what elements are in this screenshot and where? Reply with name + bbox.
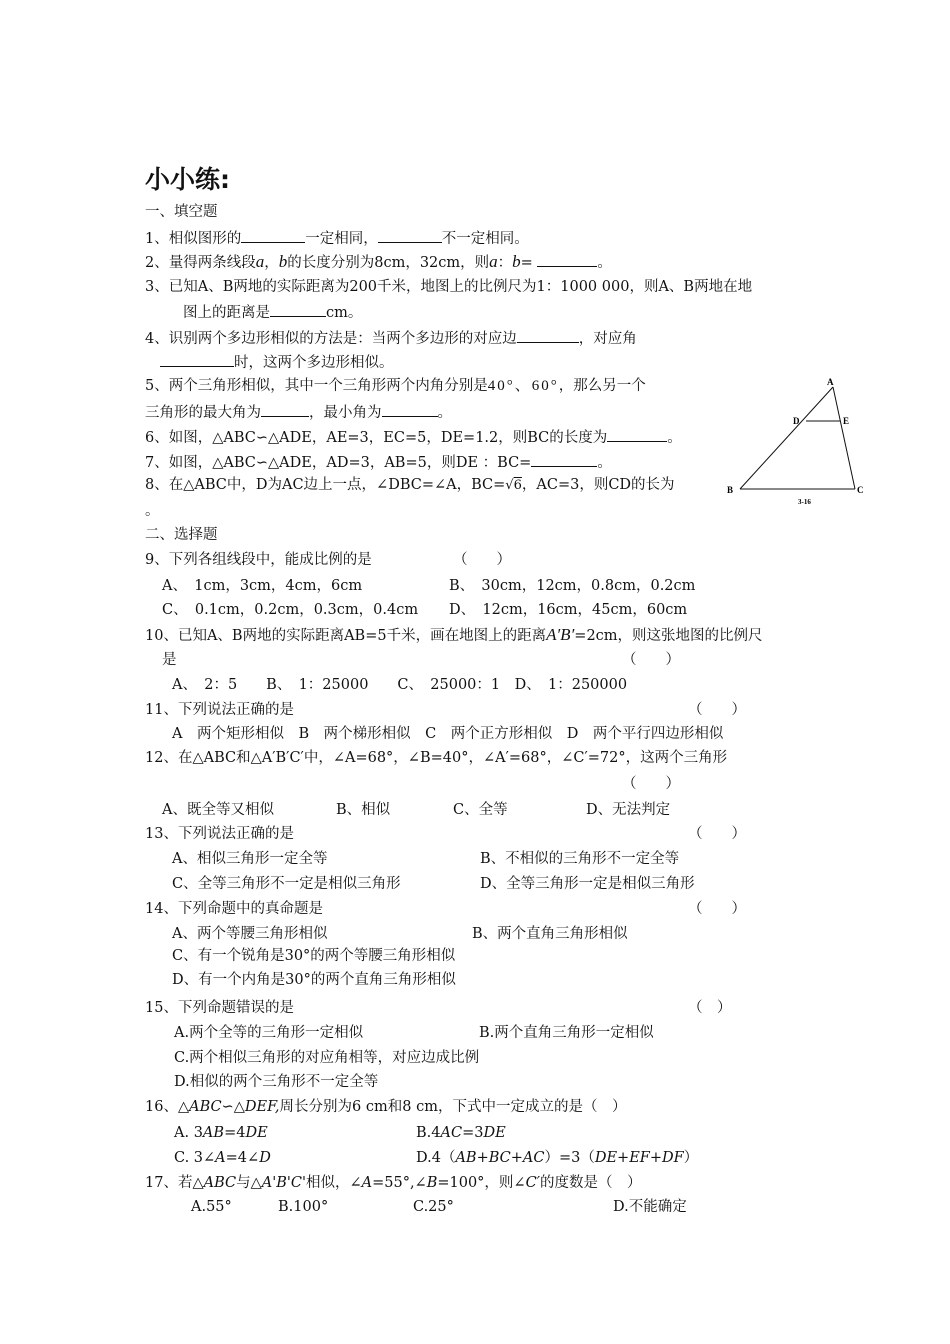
option-b[interactable]: B.100° — [278, 1199, 329, 1215]
question-10-options[interactable]: A、 2：5 B、 1：25000 C、 25000：1 D、 1：250000 — [172, 677, 628, 693]
option-b[interactable]: B、 30cm，12cm，0.8cm，0.2cm — [449, 578, 696, 594]
answer-paren[interactable]: （ ） — [453, 552, 511, 568]
question-7: 7、如图，△ABC∽△ADE，AD=3，AB=5，则DE ：BC= 。 — [145, 452, 612, 472]
option-c[interactable]: C. 3∠A=4∠D — [174, 1150, 271, 1166]
option-c[interactable]: C.两个相似三角形的对应角相等，对应边成比例 — [174, 1050, 480, 1066]
question-14: 14、下列命题中的真命题是 — [145, 901, 323, 917]
option-c[interactable]: C、全等三角形不一定是相似三角形 — [172, 876, 401, 892]
question-3-line2: 图上的距离是 cm。 — [183, 302, 362, 322]
answer-paren[interactable]: （ ） — [622, 776, 680, 792]
question-5-line2: 三角形的最大角为 ，最小角为 。 — [145, 402, 452, 422]
option-d[interactable]: D、有一个内角是30°的两个直角三角形相似 — [172, 972, 456, 988]
question-1: 1、相似图形的 一定相同， 不一定相同。 — [145, 228, 529, 248]
question-10: 10、已知A、B两地的实际距离AB=5千米，画在地图上的距离A′B′=2cm，则这张地图的比例尺 — [145, 625, 763, 644]
option-a[interactable]: A、 1cm，3cm，4cm，6cm — [162, 578, 363, 594]
option-d[interactable]: D、无法判定 — [586, 802, 671, 818]
question-12: 12、在△ABC和△A′B′C′中，∠A=68°，∠B=40°，∠A′=68°，∠C′=72°，这两个三角形 — [145, 750, 728, 766]
option-d[interactable]: D.不能确定 — [613, 1199, 687, 1215]
option-b[interactable]: B.4AC=3DE — [416, 1125, 506, 1141]
answer-blank[interactable] — [537, 252, 597, 267]
option-a[interactable]: A. 3AB=4DE — [174, 1125, 268, 1141]
section-choice: 二、选择题 — [145, 527, 218, 543]
side-ac — [833, 387, 855, 489]
option-c[interactable]: C、 0.1cm，0.2cm，0.3cm，0.4cm — [162, 602, 419, 618]
option-b[interactable]: B、相似 — [336, 802, 391, 818]
option-b[interactable]: B.两个直角三角形一定相似 — [479, 1025, 654, 1041]
option-d[interactable]: D.4（AB+BC+AC）=3（DE+EF+DF） — [416, 1150, 699, 1166]
answer-blank[interactable] — [531, 452, 597, 467]
answer-paren[interactable]: （ ） — [622, 652, 680, 668]
answer-blank[interactable] — [241, 228, 305, 243]
option-a[interactable]: A.55° — [191, 1199, 232, 1215]
answer-paren[interactable]: （ ） — [688, 702, 746, 718]
question-4-line1: 4、识别两个多边形相似的方法是：当两个多边形的对应边 ，对应角 — [145, 328, 637, 348]
question-3-line1: 3、已知A、B两地的实际距离为200千米，地图上的比例尺为1：1000 000，则A、B两地在地 — [145, 279, 753, 295]
answer-paren[interactable]: （ ） — [688, 1000, 732, 1016]
label-a: A — [827, 377, 834, 387]
answer-blank[interactable] — [382, 402, 438, 417]
section-fill-blank: 一、填空题 — [145, 204, 218, 220]
answer-blank[interactable] — [378, 228, 442, 243]
option-a[interactable]: A、两个等腰三角形相似 — [172, 926, 328, 942]
answer-paren[interactable]: （ ） — [688, 826, 746, 842]
option-c[interactable]: C、有一个锐角是30°的两个等腰三角形相似 — [172, 948, 456, 964]
side-ab — [740, 387, 833, 489]
option-d[interactable]: D、 12cm，16cm，45cm，60cm — [449, 602, 688, 618]
answer-blank[interactable] — [270, 302, 326, 317]
question-5-line1: 5、两个三角形相似，其中一个三角形两个内角分别是40°、60°，那么另一个 — [145, 378, 646, 394]
answer-paren[interactable]: （ ） — [688, 901, 746, 917]
question-16: 16、△ABC∽△DEF,周长分别为6 cm和8 cm，下式中一定成立的是（ ） — [145, 1099, 627, 1115]
question-4-line2: 时，这两个多边形相似。 — [160, 352, 394, 372]
option-d[interactable]: D、全等三角形一定是相似三角形 — [480, 876, 695, 892]
page-title: 小小练: — [145, 165, 230, 194]
option-b[interactable]: B、不相似的三角形不一定全等 — [480, 851, 680, 867]
question-10-line2: 是 — [162, 652, 177, 668]
option-a[interactable]: A.两个全等的三角形一定相似 — [174, 1025, 364, 1041]
figure-caption: 3-16 — [798, 498, 811, 505]
answer-blank[interactable] — [160, 352, 234, 367]
question-17: 17、若△ABC与△A'B'C'相似，∠A=55°,∠B=100°，则∠C′的度数是（ ） — [145, 1175, 642, 1191]
question-6: 6、如图，△ABC∽△ADE，AE=3，EC=5，DE=1.2，则BC的长度为 。 — [145, 427, 682, 447]
question-8: 8、在△ABC中，D为AC边上一点，∠DBC=∠A，BC=√6，AC=3，则CD的长为 — [145, 477, 675, 493]
option-a[interactable]: A、既全等又相似 — [162, 802, 274, 818]
question-9: 9、下列各组线段中，能成比例的是 — [145, 552, 372, 568]
answer-blank[interactable] — [517, 328, 579, 343]
question-8-line2: 。 — [145, 503, 160, 519]
option-b[interactable]: B、两个直角三角形相似 — [472, 926, 628, 942]
answer-blank[interactable] — [261, 402, 309, 417]
option-d[interactable]: D.相似的两个三角形不一定全等 — [174, 1074, 379, 1090]
question-13: 13、下列说法正确的是 — [145, 826, 294, 842]
triangle-figure — [720, 375, 870, 505]
label-d: D — [793, 416, 800, 426]
answer-blank[interactable] — [607, 427, 667, 442]
question-2: 2、量得两条线段a，b的长度分别为8cm，32cm，则a：b= 。 — [145, 252, 612, 271]
question-11-options[interactable]: A 两个矩形相似 B 两个梯形相似 C 两个正方形相似 D 两个平行四边形相似 — [172, 726, 724, 742]
label-c: C — [857, 485, 864, 495]
question-15: 15、下列命题错误的是 — [145, 1000, 294, 1016]
option-c[interactable]: C、全等 — [453, 802, 508, 818]
label-e: E — [843, 416, 850, 426]
question-11: 11、下列说法正确的是 — [145, 702, 294, 718]
option-c[interactable]: C.25° — [413, 1199, 454, 1215]
label-b: B — [727, 485, 734, 495]
option-a[interactable]: A、相似三角形一定全等 — [172, 851, 328, 867]
